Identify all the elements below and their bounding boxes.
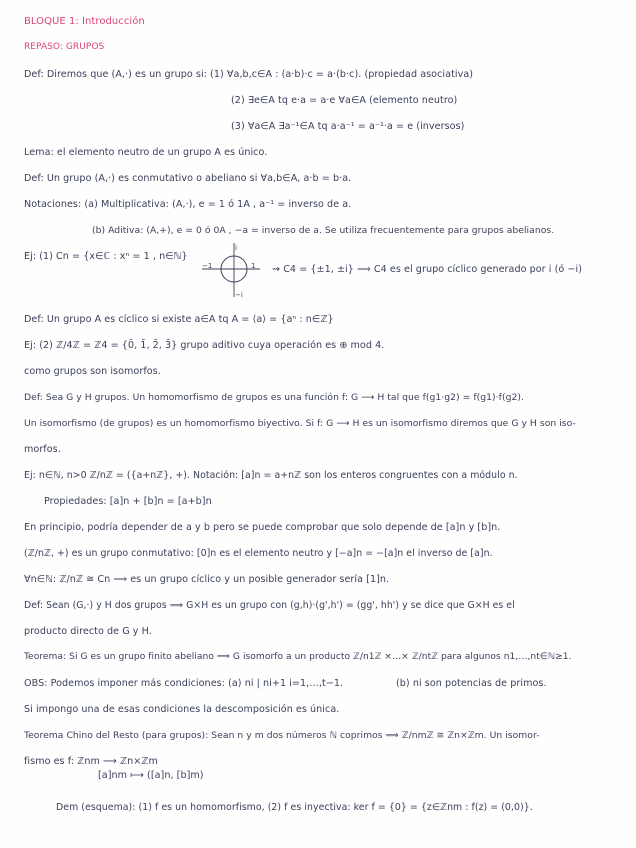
note-line: (b) Aditiva: (A,+), e = 0 ó 0A , −a = inverso de a. Se utiliza frecuentemente para grupos abelianos.	[92, 225, 555, 236]
note-line: Ej: n∈ℕ, n>0 ℤ/nℤ = ({a+nℤ}, +). Notación: [a]n = a+nℤ son los enteros congruentes con a módulo n.	[24, 470, 518, 481]
note-line: producto directo de G y H.	[24, 626, 152, 637]
note-line: [a]nm ⟼ ([a]n, [b]m)	[98, 770, 204, 781]
note-line: Def: Diremos que (A,·) es un grupo si: (1) ∀a,b,c∈A : (a·b)·c = a·(b·c). (propiedad asociativa)	[24, 69, 474, 80]
note-line: Lema: el elemento neutro de un grupo A es único.	[24, 147, 268, 158]
note-line: Teorema: Si G es un grupo finito abeliano ⟹ G isomorfo a un producto ℤ/n1ℤ ×…× ℤ/ntℤ para algunos n1,…,nt∈ℕ≥1.	[24, 652, 572, 662]
note-line: Def: Un grupo A es cíclico si existe a∈A tq A = ⟨a⟩ = {aⁿ : n∈ℤ}	[24, 314, 334, 325]
note-line: Def: Un grupo (A,·) es conmutativo o abeliano si ∀a,b∈A, a·b = b·a.	[24, 173, 352, 184]
circle-label-right: 1	[251, 262, 256, 270]
note-line: Propiedades: [a]n + [b]n = [a+b]n	[44, 496, 212, 507]
note-line: Un isomorfismo (de grupos) es un homomorfismo biyectivo. Si f: G ⟶ H es un isomorfismo diremos que G y H son iso-	[24, 418, 576, 429]
note-line: fismo es f: ℤnm ⟶ ℤn×ℤm	[24, 756, 158, 767]
note-line: Def: Sean (G,·) y H dos grupos ⟹ G×H es un grupo con (g,h)·(g',h') = (gg', hh') y se dice que G×H es el	[24, 600, 515, 611]
section-heading: REPASO: GRUPOS	[24, 42, 105, 52]
unit-circle-diagram	[200, 242, 266, 300]
note-line: (b) ni son potencias de primos.	[396, 678, 547, 689]
note-line: Def: Sea G y H grupos. Un homomorfismo de grupos es una función f: G ⟶ H tal que f(g1·g2) = f(g1)·f(g2).	[24, 392, 524, 403]
circle-label-top: i	[235, 244, 237, 252]
note-line: Dem (esquema): (1) f es un homomorfismo, (2) f es inyectiva: ker f = {0} = {z∈ℤnm : f(z) = (0,0)}.	[56, 802, 533, 813]
note-line: como grupos son isomorfos.	[24, 366, 161, 377]
note-line: ⇝ C4 = {±1, ±i} ⟹ C4 es el grupo cíclico generado por i (ó −i)	[272, 264, 583, 275]
note-line: ∀n∈ℕ: ℤ/nℤ ≅ Cn ⟹ es un grupo cíclico y un posible generador sería [1]n.	[24, 574, 390, 585]
note-line: Si impongo una de esas condiciones la descomposición es única.	[24, 704, 340, 715]
circle-label-left: −1	[202, 262, 213, 270]
page-title: BLOQUE 1: Introducción	[24, 16, 145, 27]
note-line: (3) ∀a∈A ∃a⁻¹∈A tq a·a⁻¹ = a⁻¹·a = e (inversos)	[231, 121, 465, 132]
note-line: (2) ∃e∈A tq e·a = a·e ∀a∈A (elemento neutro)	[231, 95, 458, 106]
note-line: Ej: (2) ℤ/4ℤ = ℤ4 = {0̄, 1̄, 2̄, 3̄} grupo aditivo cuya operación es ⊕ mod 4.	[24, 340, 385, 351]
circle-label-bottom: −i	[235, 291, 243, 299]
note-line: morfos.	[24, 444, 61, 455]
note-line: Ej: (1) Cn = {x∈ℂ : xⁿ = 1 , n∈ℕ}	[24, 251, 188, 262]
note-line: Teorema Chino del Resto (para grupos): Sean n y m dos números ℕ coprimos ⟹ ℤ/nmℤ ≅ ℤn×ℤm. Un isomor-	[24, 730, 540, 741]
note-line: Notaciones: (a) Multiplicativa: (A,·), e = 1 ó 1A , a⁻¹ = inverso de a.	[24, 199, 352, 210]
note-line: En principio, podría depender de a y b pero se puede comprobar que solo depende de [a]n y [b]n.	[24, 522, 501, 533]
note-line: (ℤ/nℤ, +) es un grupo conmutativo: [0]n es el elemento neutro y [−a]n = −[a]n el inverso de [a]n.	[24, 548, 493, 559]
note-line: OBS: Podemos imponer más condiciones: (a) ni | ni+1 i=1,…,t−1.	[24, 678, 344, 689]
